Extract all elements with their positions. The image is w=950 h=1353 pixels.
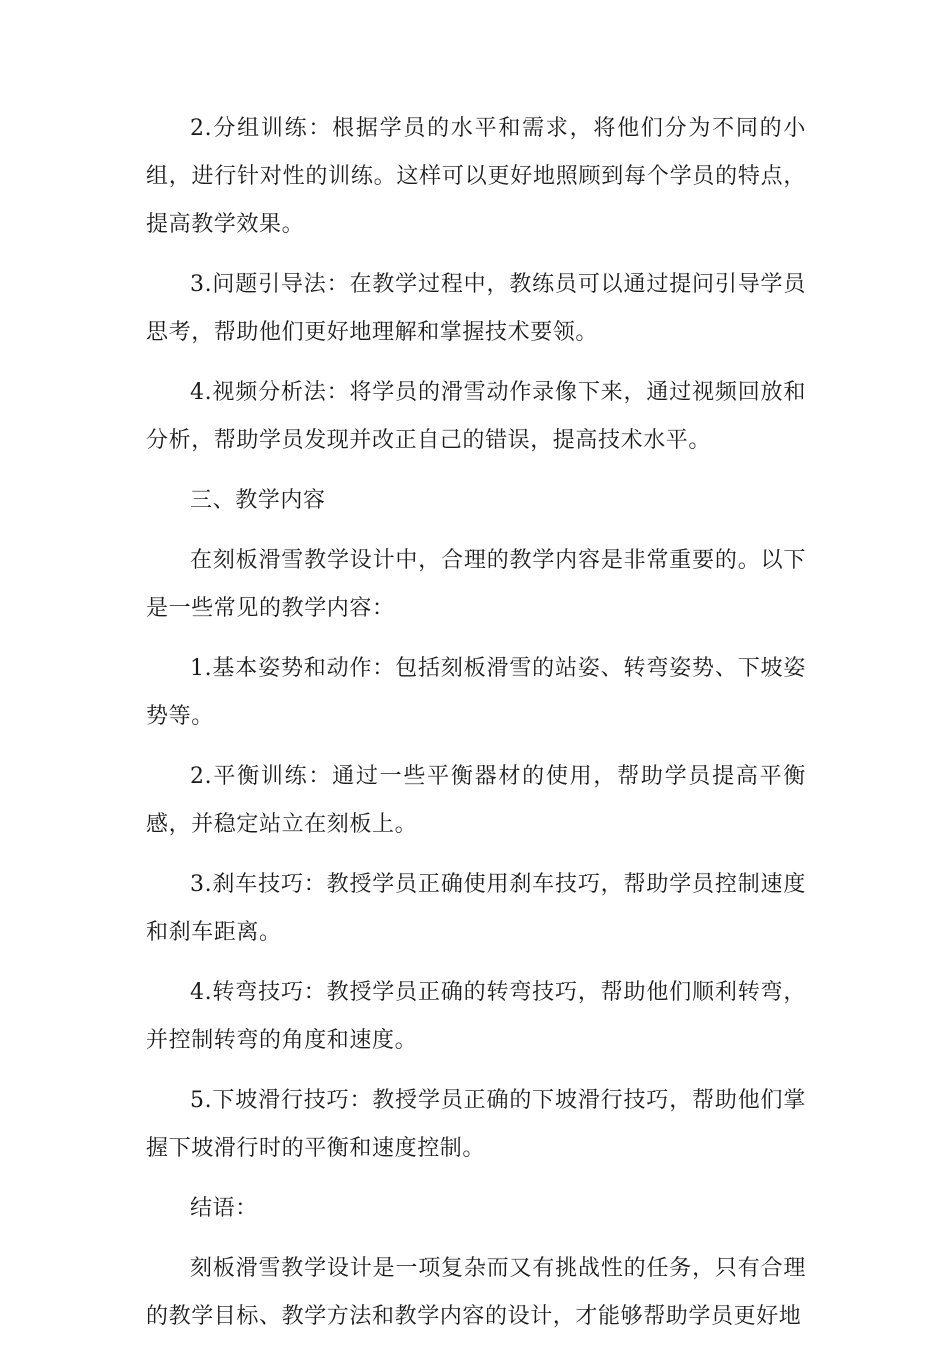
paragraph-video-analysis-method: 4.视频分析法：将学员的滑雪动作录像下来，通过视频回放和分析，帮助学员发现并改正自己的错误，提高技术水平。 bbox=[146, 380, 806, 453]
paragraph-group-training: 2.分组训练：根据学员的水平和需求，将他们分为不同的小组，进行针对性的训练。这样可以更好地照顾到每个学员的特点，提高教学效果。 bbox=[146, 116, 806, 237]
paragraph-braking-technique: 3.刹车技巧：教授学员正确使用刹车技巧，帮助学员控制速度和刹车距离。 bbox=[146, 872, 806, 945]
paragraph-question-guided-method: 3.问题引导法：在教学过程中，教练员可以通过提问引导学员思考，帮助他们更好地理解和掌握技术要领。 bbox=[146, 272, 806, 345]
paragraph-balance-training: 2.平衡训练：通过一些平衡器材的使用，帮助学员提高平衡感，并稳定站立在刻板上。 bbox=[146, 764, 806, 837]
document-body bbox=[146, 105, 806, 1353]
paragraph-teaching-content-intro: 在刻板滑雪教学设计中，合理的教学内容是非常重要的。以下是一些常见的教学内容： bbox=[146, 548, 806, 621]
paragraph-turning-technique: 4.转弯技巧：教授学员正确的转弯技巧，帮助他们顺利转弯，并控制转弯的角度和速度。 bbox=[146, 980, 806, 1053]
paragraph-downhill-technique: 5.下坡滑行技巧：教授学员正确的下坡滑行技巧，帮助他们掌握下坡滑行时的平衡和速度控制。 bbox=[146, 1088, 806, 1161]
paragraph-conclusion: 刻板滑雪教学设计是一项复杂而又有挑战性的任务，只有合理的教学目标、教学方法和教学内容的设计，才能够帮助学员更好地 bbox=[146, 1256, 806, 1329]
paragraph-basic-posture: 1.基本姿势和动作：包括刻板滑雪的站姿、转弯姿势、下坡姿势等。 bbox=[146, 656, 806, 729]
section-heading-conclusion: 结语： bbox=[190, 1196, 258, 1221]
section-heading-teaching-content: 三、教学内容 bbox=[190, 488, 326, 513]
